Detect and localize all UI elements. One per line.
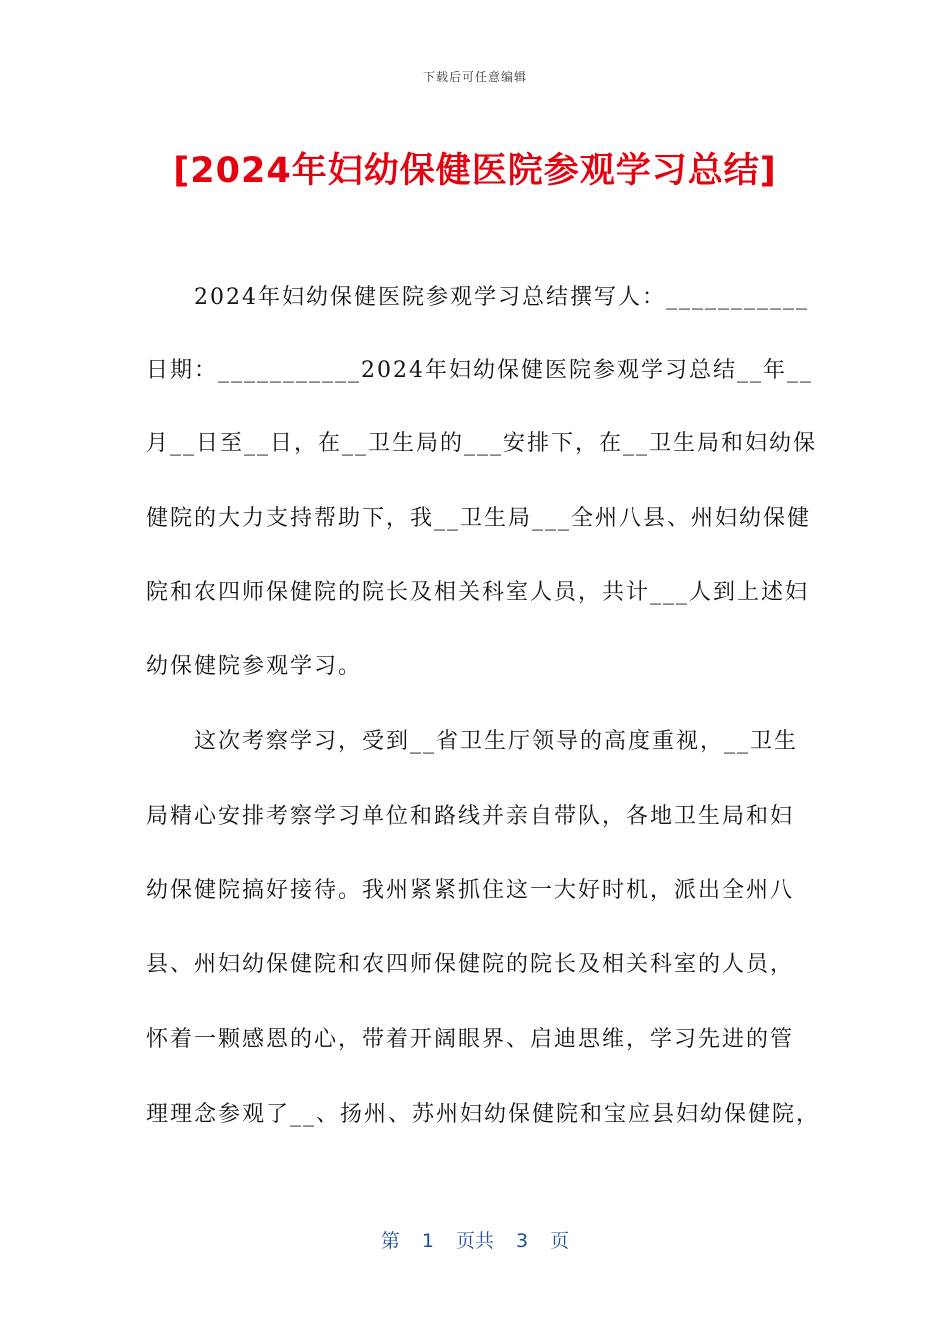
body-line: 2024年妇幼保健医院参观学习总结撰写人：___________ — [146, 285, 809, 310]
body-line: 这次考察学习，受到__省卫生厅领导的高度重视，__卫生 — [146, 729, 799, 754]
footer-total-pages: 3 — [516, 1230, 529, 1252]
body-line: 幼保健院搞好接待。我州紧紧抓住这一大好时机，派出全州八 — [146, 878, 795, 903]
footer-current-page: 1 — [421, 1230, 434, 1252]
body-line: 怀着一颗感恩的心，带着开阔眼界、启迪思维，学习先进的管 — [146, 1027, 795, 1052]
body-line: 幼保健院参观学习。 — [146, 654, 363, 679]
body-line: 院和农四师保健院的院长及相关科室人员，共计___人到上述妇 — [146, 580, 810, 605]
body-line: 县、州妇幼保健院和农四师保健院的院长及相关科室的人员， — [146, 952, 795, 977]
footer-mid: 页共 — [455, 1230, 494, 1252]
body-line: 局精心安排考察学习单位和路线并亲自带队，各地卫生局和妇 — [146, 804, 795, 829]
document-title: [2024年妇幼保健医院参观学习总结] — [173, 151, 777, 191]
footer-prefix: 第 — [380, 1230, 400, 1252]
body-line: 月__日至__日，在__卫生局的___安排下，在__卫生局和妇幼保 — [146, 431, 818, 456]
body-line: 日期：___________2024年妇幼保健医院参观学习总结__年__ — [146, 358, 813, 383]
download-note: 下载后可任意编辑 — [422, 70, 527, 84]
body-line: 理理念参观了__、扬州、苏州妇幼保健院和宝应县妇幼保健院， — [146, 1102, 821, 1127]
body-line: 健院的大力支持帮助下，我__卫生局___全州八县、州妇幼保健 — [146, 506, 812, 531]
page-footer — [0, 1226, 950, 1253]
footer-suffix: 页 — [550, 1230, 570, 1252]
